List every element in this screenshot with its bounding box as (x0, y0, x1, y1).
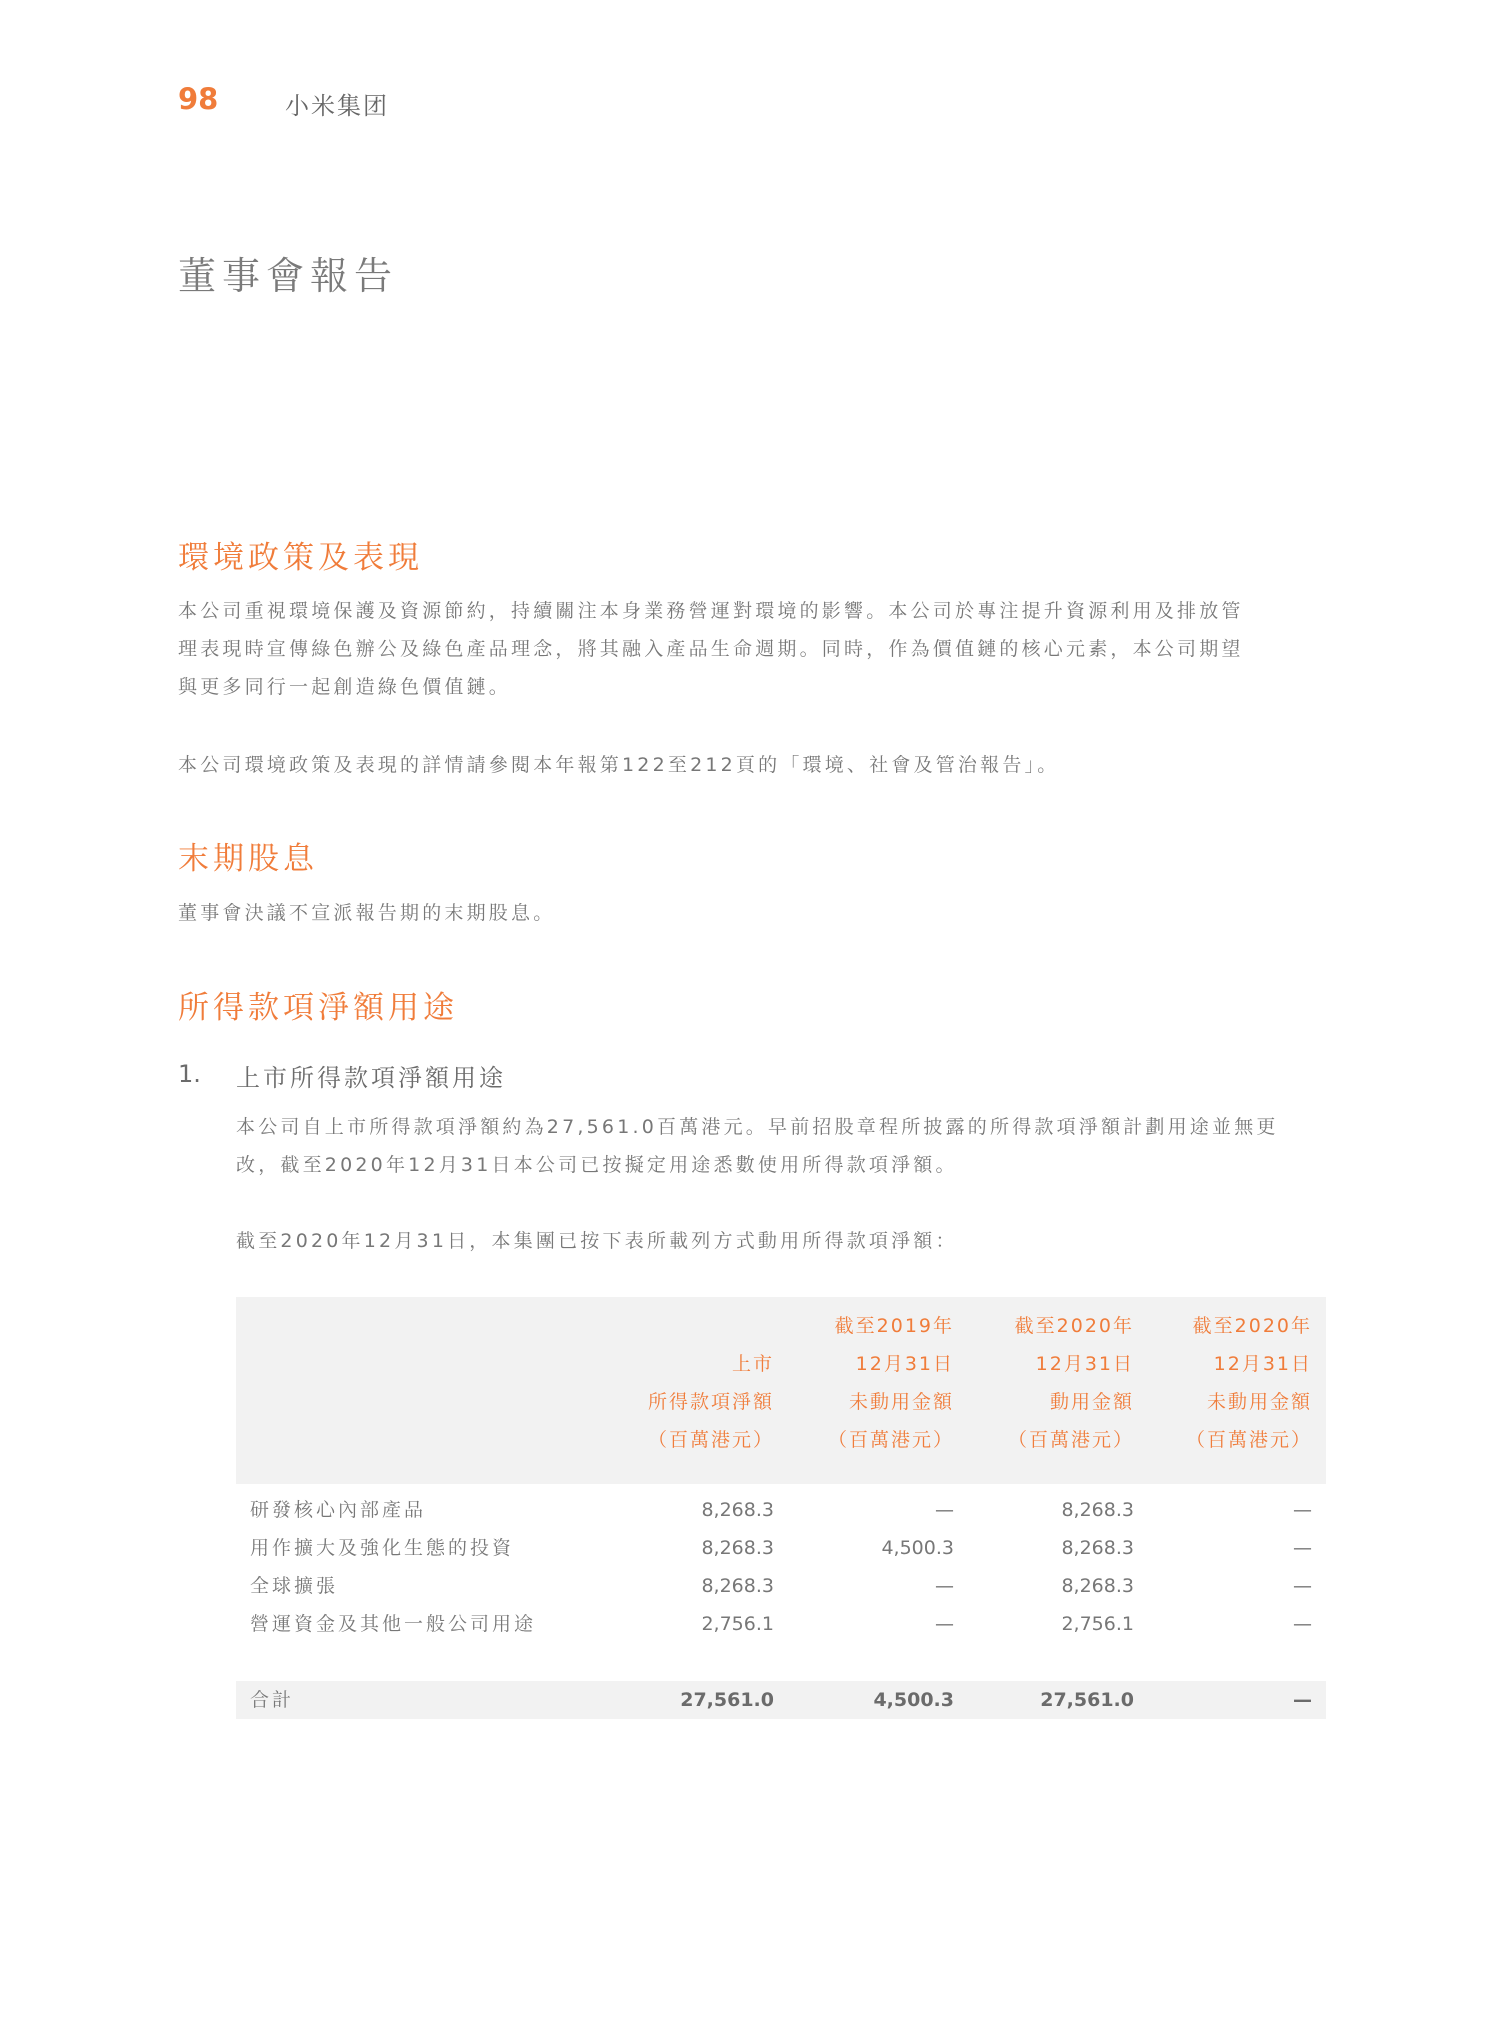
section-heading-dividend: 末期股息 (178, 841, 318, 877)
table-header (236, 1297, 1326, 1484)
total-label: 合計 (250, 1689, 295, 1711)
subsection-number: 1. (178, 1060, 201, 1088)
table-row (236, 1567, 1326, 1605)
row-label: 研發核心內部產品 (250, 1499, 427, 1521)
cell-value: 8,268.3 (701, 1575, 774, 1597)
row-label: 全球擴張 (250, 1575, 339, 1597)
header-col-listing-proceeds: 上市 所得款項淨額 （百萬港元） (647, 1353, 774, 1451)
proceeds-table-intro: 截至2020年12月31日，本集團已按下表所載列方式動用所得款項淨額： (236, 1230, 958, 1252)
cell-value: 4,500.3 (881, 1537, 954, 1559)
section-heading-proceeds: 所得款項淨額用途 (178, 990, 458, 1026)
page-number: 98 (178, 82, 219, 116)
section-heading-environment: 環境政策及表現 (178, 540, 423, 576)
environment-paragraph (178, 592, 1328, 706)
total-value: 27,561.0 (1040, 1689, 1134, 1711)
cell-value: — (935, 1613, 954, 1635)
row-label: 用作擴大及強化生態的投資 (250, 1537, 515, 1559)
cell-value: 2,756.1 (1061, 1613, 1134, 1635)
cell-value: 2,756.1 (701, 1613, 774, 1635)
cell-value: 8,268.3 (1061, 1537, 1134, 1559)
cell-value: — (1293, 1613, 1312, 1635)
subsection-title: 上市所得款項淨額用途 (236, 1064, 506, 1092)
company-name: 小米集团 (285, 92, 389, 120)
cell-value: 8,268.3 (1061, 1575, 1134, 1597)
dividend-text: 董事會決議不宣派報告期的末期股息。 (178, 902, 556, 924)
total-value: 27,561.0 (680, 1689, 774, 1711)
table-total-row (236, 1681, 1326, 1719)
cell-value: — (935, 1499, 954, 1521)
paragraph-line: 理表現時宣傳綠色辦公及綠色產品理念，將其融入產品生命週期。同時，作為價值鏈的核心元素，本公司期望 (178, 638, 1244, 660)
environment-reference: 本公司環境政策及表現的詳情請參閱本年報第122至212頁的「環境、社會及管治報告」。 (178, 754, 1060, 776)
cell-value: — (1293, 1499, 1312, 1521)
cell-value: 8,268.3 (1061, 1499, 1134, 1521)
header-col-used-2020: 截至2020年 12月31日 動用金額 （百萬港元） (1007, 1315, 1134, 1451)
paragraph-line: 改，截至2020年12月31日本公司已按擬定用途悉數使用所得款項淨額。 (236, 1154, 958, 1176)
row-label: 營運資金及其他一般公司用途 (250, 1613, 537, 1635)
total-value: 4,500.3 (873, 1689, 954, 1711)
paragraph-line: 本公司重視環境保護及資源節約，持續關注本身業務營運對環境的影響。本公司於專注提升資源利用及排放管 (178, 600, 1244, 622)
cell-value: — (1293, 1537, 1312, 1559)
cell-value: — (1293, 1575, 1312, 1597)
header-col-unused-2019: 截至2019年 12月31日 未動用金額 （百萬港元） (827, 1315, 954, 1451)
cell-value: — (935, 1575, 954, 1597)
cell-value: 8,268.3 (701, 1499, 774, 1521)
table-row (236, 1605, 1326, 1643)
table-row (236, 1529, 1326, 1567)
paragraph-line: 本公司自上市所得款項淨額約為27,561.0百萬港元。早前招股章程所披露的所得款項淨額計劃用途並無更 (236, 1116, 1279, 1138)
table-row (236, 1491, 1326, 1529)
proceeds-paragraph (236, 1108, 1328, 1184)
header-col-unused-2020: 截至2020年 12月31日 未動用金額 （百萬港元） (1185, 1315, 1312, 1451)
cell-value: 8,268.3 (701, 1537, 774, 1559)
total-value: — (1293, 1689, 1312, 1711)
report-title: 董事會報告 (178, 254, 399, 298)
paragraph-line: 與更多同行一起創造綠色價值鏈。 (178, 676, 512, 698)
